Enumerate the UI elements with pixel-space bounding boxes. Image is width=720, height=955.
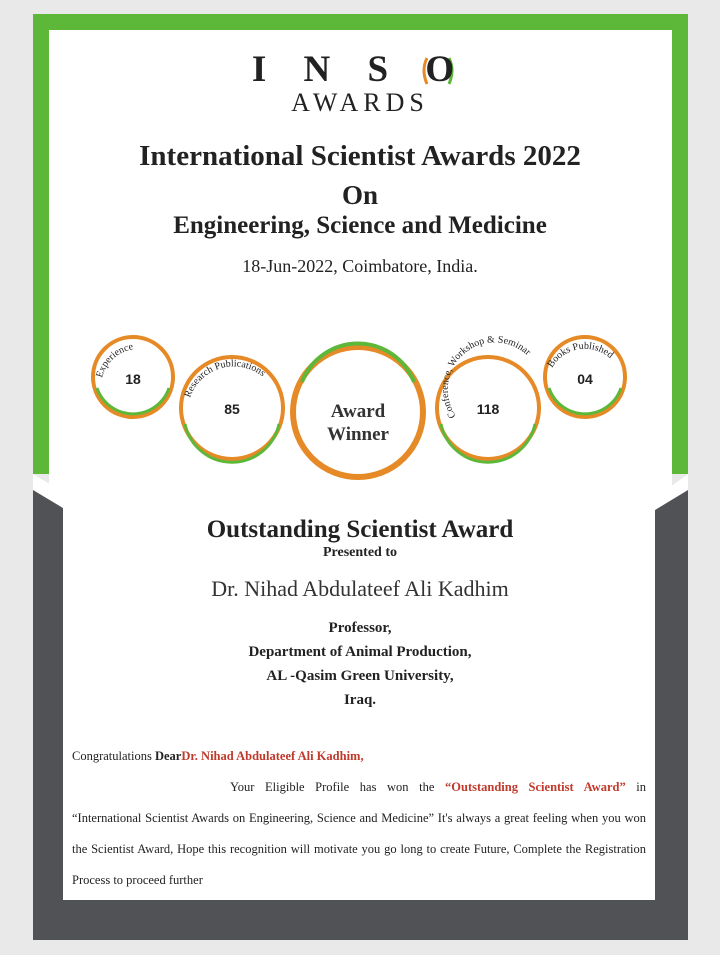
logo-last-letter: O	[425, 49, 469, 90]
award-winner-line1: Award	[330, 401, 386, 422]
address-line-3: AL -Qasim Green University,	[266, 668, 454, 684]
address-line-1: Professor,	[328, 620, 392, 636]
dear-word: Dear	[154, 749, 182, 763]
experience-label: Experience	[94, 341, 135, 379]
message-in: in	[636, 780, 647, 794]
congrats-word: Congratulations	[72, 749, 152, 763]
message-award-quote: “Outstanding Scientist Award”	[445, 780, 626, 794]
message-line-a	[72, 772, 646, 803]
books-published-label: Books Published	[545, 340, 616, 370]
logo-letters: I N S	[251, 49, 403, 90]
research-publications-badge	[181, 357, 283, 462]
books-published-badge	[545, 337, 625, 417]
books-published-value: 04	[577, 371, 593, 387]
logo-subtitle: AWARDS	[291, 88, 429, 117]
message-recipient-name: Dr. Nihad Abdulateef Ali Kadhim,	[181, 749, 364, 763]
logo-o-wreath	[425, 48, 468, 91]
award-title: Outstanding Scientist Award	[206, 516, 514, 543]
experience-value: 18	[125, 371, 141, 387]
research-publications-label: Research Publications	[182, 358, 268, 400]
page-title: International Scientist Awards 2022	[139, 140, 581, 172]
conference-badge	[437, 334, 539, 462]
logo-title	[0, 48, 720, 91]
conference-label: Conference, Workshop & Seminar	[439, 334, 533, 421]
greeting-line	[72, 741, 646, 772]
message-rest: “International Scientist Awards on Engineering, Science and Medicine” It's always a great feeling when you won the Scientist Award, Hope this recognition will motivate you go long to create Future, Complete the Registration Process to proceed further	[72, 811, 646, 887]
experience-badge	[93, 337, 173, 417]
address-line-2: Department of Animal Production,	[248, 644, 472, 660]
conference-value: 118	[476, 401, 500, 417]
title-on: On	[341, 180, 379, 210]
event-date-location: 18-Jun-2022, Coimbatore, India.	[242, 256, 478, 276]
address-line-4: Iraq.	[343, 692, 377, 708]
award-field: Engineering, Science and Medicine	[173, 212, 547, 239]
award-winner-line2: Winner	[327, 424, 389, 445]
recipient-name: Dr. Nihad Abdulateef Ali Kadhim	[211, 576, 509, 601]
message-line-a-text: Your Eligible Profile has won the	[230, 780, 435, 794]
badges-row	[0, 320, 720, 490]
presented-to: Presented to	[323, 545, 397, 560]
award-winner-badge	[293, 344, 423, 477]
research-publications-value: 85	[224, 401, 240, 417]
congratulations-message	[72, 741, 646, 896]
